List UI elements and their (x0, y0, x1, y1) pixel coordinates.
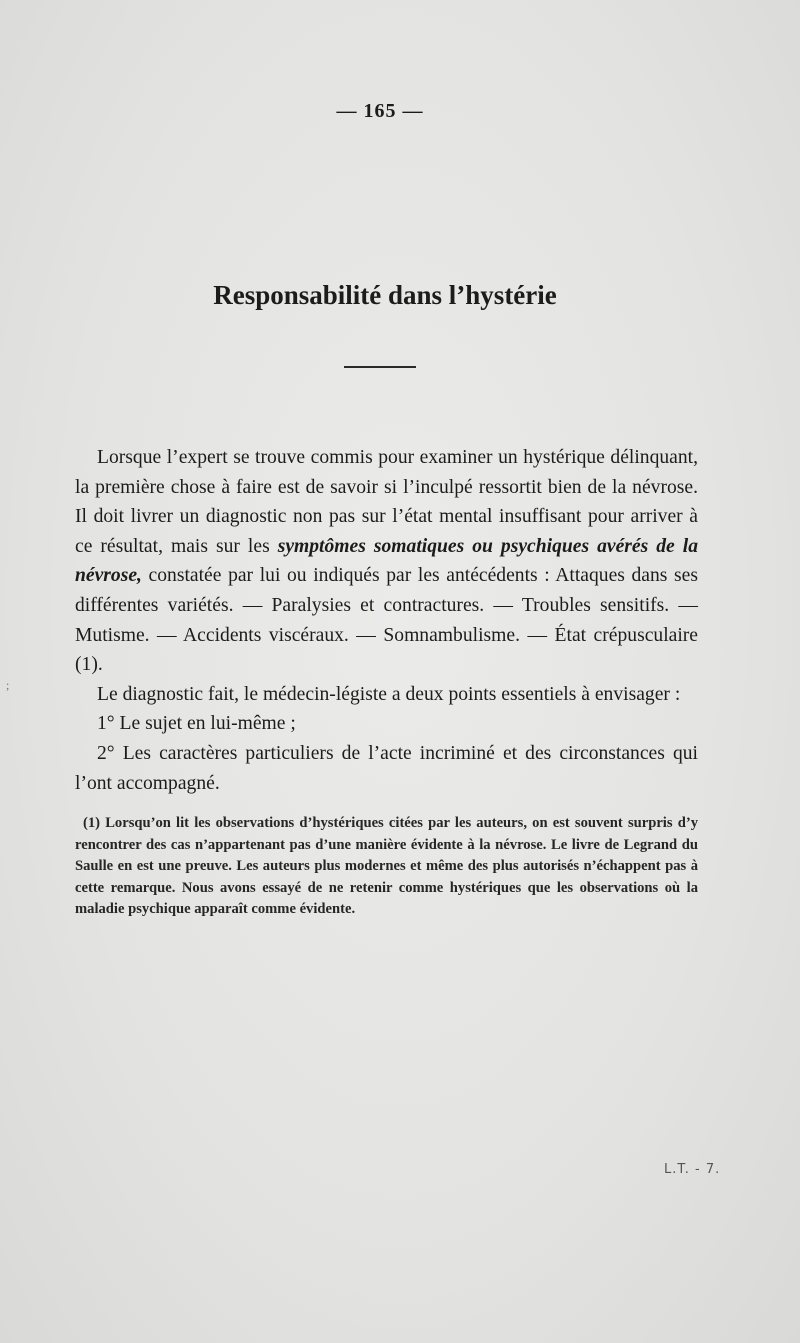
paragraph-1-start: Lorsque l’expert se trouve commis pour examiner un hystérique délinquant, la première chose à faire est de savoir si l’inculpé ressortit bien de la névrose. Il doit livrer un diagnostic non pas sur l’état mental insuffisant pour arriver à ce résultat, mais sur les (75, 447, 698, 557)
paragraph-1-italic: symptômes somatiques ou psychiques avérés de la névrose, (75, 535, 698, 587)
page-number: — 165 — (336, 100, 424, 122)
footnote-text: (1) Lorsqu’on lit les observations d’hystériques citées par les auteurs, on est souvent surpris d’y rencontrer des cas n’appartenant pas d’une manière évidente à la névrose. Le livre de Legrand du Saulle en est une preuve. Les auteurs plus modernes et même des plus autorisés n’échappent pas à cette remarque. Nous avons essayé de ne retenir comme hystériques que les observations où la maladie psychique apparaît comme évidente. (75, 815, 698, 918)
chapter-title: Responsabilité dans l’hystérie (213, 280, 557, 310)
footnote (75, 813, 698, 921)
title-divider (344, 366, 416, 368)
signature-mark: L.T. - 7. (664, 1162, 721, 1177)
paragraph-2: Le diagnostic fait, le médecin-légiste a deux points essentiels à envisager : (97, 683, 681, 705)
paragraph-3: 1° Le sujet en lui-même ; (97, 713, 296, 735)
margin-mark: ; (6, 678, 10, 692)
paragraph-1 (75, 443, 698, 680)
body-text (75, 443, 698, 798)
paragraph-4: 2° Les caractères particuliers de l’acte incriminé et des circonstances qui l’ont accompagné. (75, 742, 698, 794)
paragraph-1-end: constatée par lui ou indiqués par les antécédents : Attaques dans ses différentes variétés. — Paralysies et contractures. — Troubles sensitifs. — Mutisme. — Accidents viscéraux. — Somnambulisme. — État crépusculaire (1). (75, 565, 698, 676)
